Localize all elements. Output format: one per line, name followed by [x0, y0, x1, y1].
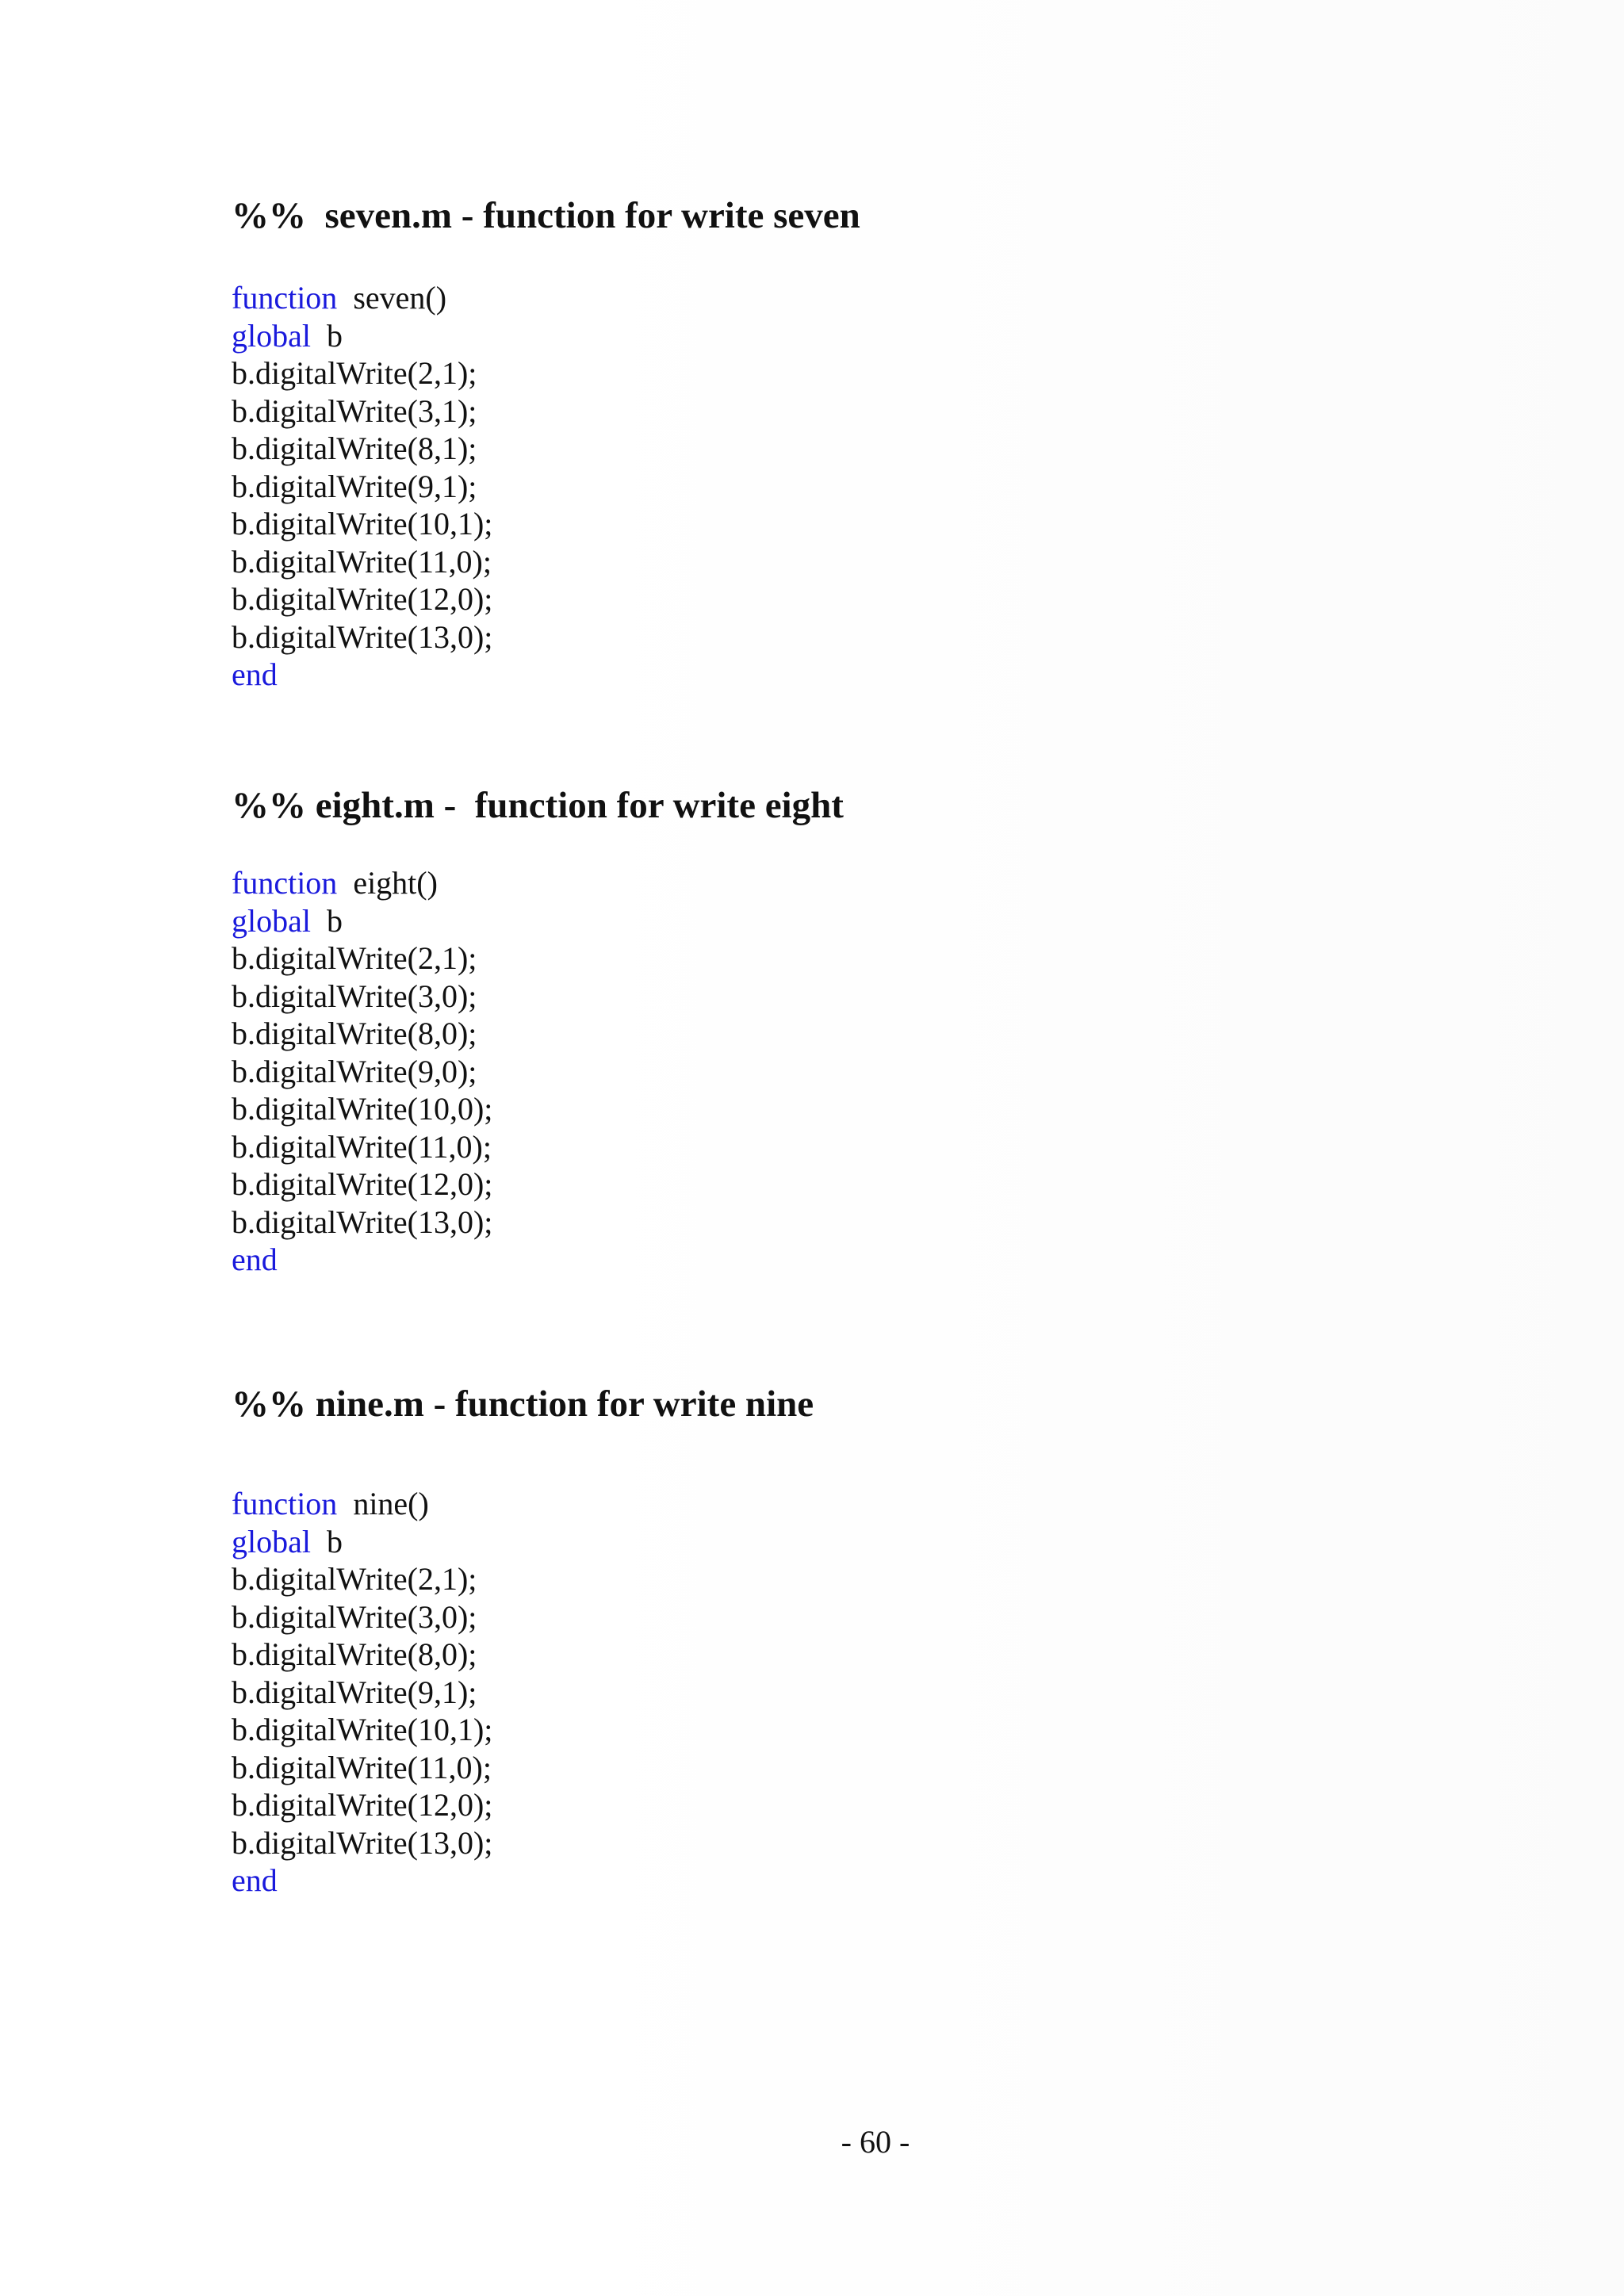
function-name: seven()	[337, 280, 447, 316]
function-keyword: function	[232, 865, 338, 901]
end-keyword: end	[232, 656, 278, 692]
function-name: nine()	[337, 1486, 429, 1521]
code-line: b.digitalWrite(3,0);	[232, 978, 477, 1014]
global-variable: b	[310, 1523, 343, 1559]
global-keyword: global	[232, 1523, 311, 1559]
code-line: b.digitalWrite(9,1);	[232, 468, 477, 504]
section-heading: %% eight.m - function for write eight	[232, 785, 844, 826]
global-line	[232, 317, 1342, 355]
section-heading: %% nine.m - function for write nine	[232, 1383, 814, 1425]
code-line: b.digitalWrite(2,1);	[232, 355, 477, 391]
code-line: b.digitalWrite(9,1);	[232, 1674, 477, 1710]
section-seven	[232, 193, 1342, 694]
code-line: b.digitalWrite(8,0);	[232, 1016, 477, 1051]
code-line: b.digitalWrite(12,0);	[232, 581, 493, 617]
page-number: - 60 -	[841, 2124, 910, 2160]
code-line: b.digitalWrite(12,0);	[232, 1787, 493, 1823]
function-signature-line	[232, 864, 1342, 902]
code-line: b.digitalWrite(9,0);	[232, 1053, 477, 1089]
end-keyword: end	[232, 1242, 278, 1277]
code-line: b.digitalWrite(11,0);	[232, 543, 492, 580]
code-line: b.digitalWrite(10,1);	[232, 1712, 493, 1747]
code-line: b.digitalWrite(8,0);	[232, 1636, 477, 1672]
code-block	[232, 279, 1342, 694]
code-line: b.digitalWrite(11,0);	[232, 1749, 492, 1785]
global-variable: b	[310, 317, 343, 354]
code-line: b.digitalWrite(13,0);	[232, 1824, 493, 1861]
code-line: b.digitalWrite(3,0);	[232, 1598, 477, 1635]
function-signature-line	[232, 279, 1342, 317]
code-line: b.digitalWrite(2,1);	[232, 940, 477, 976]
function-name: eight()	[337, 865, 438, 901]
function-keyword: function	[232, 1486, 338, 1521]
code-line: b.digitalWrite(10,1);	[232, 506, 493, 541]
code-line: b.digitalWrite(13,0);	[232, 1203, 493, 1240]
code-line: b.digitalWrite(12,0);	[232, 1166, 493, 1202]
global-keyword: global	[232, 902, 311, 939]
code-line: b.digitalWrite(11,0);	[232, 1128, 492, 1165]
function-signature-line	[232, 1485, 1342, 1523]
code-line: b.digitalWrite(13,0);	[232, 618, 493, 655]
global-line	[232, 902, 1342, 940]
code-line: b.digitalWrite(8,1);	[232, 430, 477, 466]
section-heading: %% seven.m - function for write seven	[232, 195, 860, 236]
code-line: b.digitalWrite(10,0);	[232, 1091, 493, 1127]
global-line	[232, 1523, 1342, 1561]
section-eight	[232, 783, 1342, 1279]
function-keyword: function	[232, 280, 338, 316]
code-block	[232, 864, 1342, 1279]
section-nine	[232, 1382, 1342, 1900]
code-block	[232, 1485, 1342, 1900]
code-line: b.digitalWrite(3,1);	[232, 392, 477, 429]
global-keyword: global	[232, 317, 311, 354]
end-keyword: end	[232, 1862, 278, 1898]
code-line: b.digitalWrite(2,1);	[232, 1561, 477, 1597]
global-variable: b	[310, 902, 343, 939]
